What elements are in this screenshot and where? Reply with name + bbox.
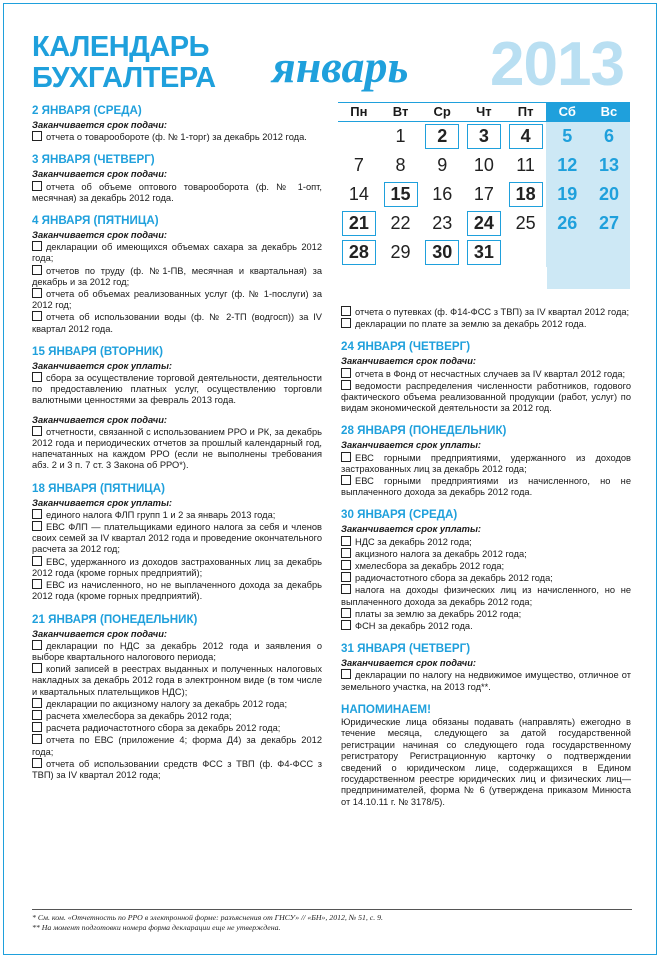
deadline-item <box>341 475 631 498</box>
section-subtitle: Заканчивается срок подачи: <box>32 414 167 425</box>
deadline-item-text: акцизного налога за декабрь 2012 года; <box>355 548 527 559</box>
deadline-section <box>341 508 631 632</box>
calendar-day <box>505 180 547 209</box>
deadline-item <box>341 669 631 692</box>
checkbox-icon[interactable] <box>341 306 351 316</box>
checkbox-icon[interactable] <box>341 572 351 582</box>
calendar-day: 17 <box>473 184 494 204</box>
footnote-2: ** На момент подготовки номера форма декларации еще не утверждена. <box>32 923 281 932</box>
deadline-item-text: отчета об объемах реализованных услуг (ф. № 1-послуги) за 2012 год; <box>32 289 322 311</box>
deadline-item-text: декларации по плате за землю за декабрь 2012 года. <box>355 319 587 330</box>
deadline-item <box>32 640 322 663</box>
section-subtitle: Заканчивается срок подачи: <box>341 356 476 367</box>
deadline-item-text: расчета радиочастотного сбора за декабрь 2012 года; <box>46 723 281 734</box>
deadline-section <box>32 613 322 782</box>
calendar-day: 6 <box>588 122 630 151</box>
month-calendar <box>338 102 630 289</box>
checkbox-icon[interactable] <box>341 536 351 546</box>
deadline-item-text: отчета по ЕВС (приложение 4; форма Д4) за декабрь 2012 года; <box>32 735 322 757</box>
calendar-day: 11 <box>516 155 535 175</box>
section-21-continuation <box>341 306 631 330</box>
weekday-0: Пн <box>350 104 368 119</box>
calendar-day: 19 <box>546 180 588 209</box>
calendar-page <box>3 3 657 955</box>
calendar-day: 25 <box>515 213 536 233</box>
section-date-title: 30 ЯНВАРЯ (СРЕДА) <box>341 508 458 522</box>
footnotes <box>32 909 632 933</box>
calendar-week <box>338 238 630 267</box>
year-label: 2013 <box>490 30 624 99</box>
deadline-section <box>32 214 322 335</box>
section-subtitle: Заканчивается срок уплаты: <box>32 497 172 508</box>
section-date-title: 2 ЯНВАРЯ (СРЕДА) <box>32 104 142 117</box>
deadline-item-text: ЕВС, удержанного из доходов застрахованных лиц за декабрь 2012 года (кроме горных предприятий); <box>32 556 322 578</box>
deadline-item <box>32 288 322 311</box>
deadlines-right-column <box>341 306 631 808</box>
weekday-3: Чт <box>476 104 492 119</box>
checkbox-icon[interactable] <box>32 640 42 650</box>
deadline-item-text: отчетов по труду (ф. №1-ПВ, месячная и квартальная) за декабрь и за 2012 год; <box>32 265 322 287</box>
deadline-item-text: декларации по акцизному налогу за декабрь 2012 года; <box>46 698 288 709</box>
calendar-day: 27 <box>588 209 630 238</box>
checkbox-icon[interactable] <box>32 426 42 436</box>
deadline-section <box>341 642 631 693</box>
title-line-2: БУХГАЛТЕРА <box>32 62 216 94</box>
section-subtitle: Заканчивается срок уплаты: <box>32 360 172 371</box>
deadline-item-text: ЕВС ФЛП — плательщиками единого налога за себя и членов своих семей за IV квартал 2012 года и проведение окончательного расчета за 2012 год; <box>32 522 322 555</box>
reminder-text: Юридические лица обязаны подавать (направлять) ежегодно в течение месяца, следующего за датой государственной регистрации начиная со следующего года государственному регистратору Регистрационную карточку о подтверждении сведений о юридическом лице, содержащихся в Едином государственном реестре юридических лиц и физических лиц—предпринимателей, форма № 6 (утверждена приказом Минюста от 14.10.11 г. № 3178/5). <box>341 716 631 807</box>
calendar-week <box>338 180 630 209</box>
checkbox-icon[interactable] <box>341 548 351 558</box>
deadline-item <box>32 663 322 698</box>
weekday-5: Сб <box>546 103 588 121</box>
checkbox-icon[interactable] <box>32 509 42 519</box>
checkbox-icon[interactable] <box>32 758 42 768</box>
deadline-item-text: декларации об имеющихся объемах сахара за декабрь 2012 года; <box>32 242 322 264</box>
checkbox-icon[interactable] <box>341 380 351 390</box>
deadline-item <box>341 560 631 572</box>
checkbox-icon[interactable] <box>341 669 351 679</box>
page-title <box>32 32 216 94</box>
checkbox-icon[interactable] <box>32 288 42 298</box>
deadline-item <box>32 698 322 710</box>
checkbox-icon[interactable] <box>32 698 42 708</box>
calendar-day: 1 <box>395 126 406 146</box>
deadline-item-text: ЕВС из начисленного, но не выплаченного дохода за декабрь 2012 года (кроме горных предприятий). <box>32 580 322 602</box>
checkbox-icon[interactable] <box>341 368 351 378</box>
deadline-item <box>341 584 631 607</box>
deadline-item <box>32 181 322 204</box>
deadline-item <box>341 608 631 620</box>
deadlines-left-column <box>32 104 322 791</box>
deadline-item-text: ФСН за декабрь 2012 года. <box>355 621 473 632</box>
deadline-item <box>341 548 631 560</box>
title-line-1: КАЛЕНДАРЬ <box>32 31 209 63</box>
checkbox-icon[interactable] <box>32 372 42 382</box>
section-subtitle: Заканчивается срок подачи: <box>32 120 167 130</box>
weekday-6: Вс <box>588 103 630 121</box>
checkbox-icon[interactable] <box>341 560 351 570</box>
deadline-item <box>32 710 322 722</box>
checkbox-icon[interactable] <box>32 579 42 589</box>
weekday-1: Вт <box>392 104 409 119</box>
checkbox-icon[interactable] <box>32 710 42 720</box>
section-date-title: 21 ЯНВАРЯ (ПОНЕДЕЛЬНИК) <box>32 612 198 626</box>
deadline-day-marker: 21 <box>342 211 376 236</box>
deadline-item-text: НДС за декабрь 2012 года; <box>355 536 472 547</box>
calendar-day: 5 <box>546 122 588 151</box>
calendar-day <box>421 238 463 267</box>
weekday-2: Ср <box>433 104 451 119</box>
calendar-day <box>463 122 505 151</box>
checkbox-icon[interactable] <box>32 734 42 744</box>
deadline-item-text: отчета о путевках (ф. Ф14-ФСС з ТВП) за IV квартал 2012 года; <box>355 307 630 317</box>
section-subtitle: Заканчивается срок подачи: <box>32 169 167 180</box>
deadline-section <box>32 104 322 143</box>
deadline-section <box>32 153 322 204</box>
section-date-title: 4 ЯНВАРЯ (ПЯТНИЦА) <box>32 214 159 228</box>
section-subtitle: Заканчивается срок подачи: <box>32 628 167 639</box>
deadline-item-text: декларации по НДС за декабрь 2012 года и заявления о выборе квартального налогового периода; <box>32 640 322 662</box>
reminder-block <box>341 703 631 808</box>
section-subtitle: Заканчивается срок уплаты: <box>341 440 481 451</box>
calendar-day: 13 <box>588 151 630 180</box>
deadline-item <box>32 556 322 579</box>
section-date-title: 15 ЯНВАРЯ (ВТОРНИК) <box>32 344 163 358</box>
deadline-item <box>32 734 322 757</box>
section-date-title: 28 ЯНВАРЯ (ПОНЕДЕЛЬНИК) <box>341 424 507 438</box>
deadline-item <box>32 131 322 143</box>
deadline-item-text: ЕВС горными предприятиями, удержанного из доходов застрахованных лиц за декабрь 2012 года; <box>341 452 631 474</box>
weekday-header <box>338 102 630 122</box>
deadline-day-marker: 30 <box>425 240 459 265</box>
checkbox-icon[interactable] <box>341 318 351 328</box>
calendar-week <box>338 209 630 238</box>
deadline-item <box>32 372 322 407</box>
deadline-item <box>32 265 322 288</box>
calendar-day <box>421 122 463 151</box>
section-date-title: 18 ЯНВАРЯ (ПЯТНИЦА) <box>32 481 166 495</box>
deadline-item <box>341 380 631 415</box>
deadline-item <box>32 758 322 781</box>
calendar-day <box>338 122 380 151</box>
checkbox-icon[interactable] <box>341 475 351 485</box>
deadline-item <box>341 620 631 632</box>
weekday-4: Пт <box>517 104 534 119</box>
deadline-item <box>32 311 322 334</box>
deadline-day-marker: 31 <box>467 240 501 265</box>
calendar-day <box>463 238 505 267</box>
calendar-day: 10 <box>473 155 494 175</box>
calendar-day: 12 <box>546 151 588 180</box>
section-date-title: 3 ЯНВАРЯ (ЧЕТВЕРГ) <box>32 153 155 167</box>
section-date-title: 24 ЯНВАРЯ (ЧЕТВЕРГ) <box>341 340 471 354</box>
deadline-item-text: декларации по налогу на недвижимое имущество, отличное от земельного участка, на 2013 год**. <box>341 670 631 692</box>
deadline-item-text: единого налога ФЛП групп 1 и 2 за январь 2013 года; <box>46 509 276 520</box>
deadline-item-text: радиочастотного сбора за декабрь 2012 года; <box>355 573 553 584</box>
section-subtitle: Заканчивается срок уплаты: <box>341 524 481 535</box>
deadline-item-text: отчета о товарообороте (ф. № 1-торг) за декабрь 2012 года. <box>46 132 307 143</box>
calendar-day <box>338 238 380 267</box>
calendar-day: 14 <box>348 184 369 204</box>
deadline-item <box>341 452 631 475</box>
calendar-day <box>505 238 547 267</box>
calendar-day: 29 <box>390 242 411 262</box>
checkbox-icon[interactable] <box>32 311 42 321</box>
deadline-section <box>341 424 631 498</box>
calendar-day: 8 <box>395 155 406 175</box>
deadline-item-text: отчета об объеме оптового товарооборота (ф. № 1-опт, месячная) за декабрь 2012 года. <box>32 181 322 203</box>
month-label: январь <box>272 41 409 92</box>
checkbox-icon[interactable] <box>32 241 42 251</box>
deadline-section <box>341 340 631 414</box>
checkbox-icon[interactable] <box>32 663 42 673</box>
deadline-item-text: отчета в Фонд от несчастных случаев за IV квартал 2012 года; <box>355 368 626 379</box>
calendar-day: 22 <box>390 213 411 233</box>
section-subtitle: Заканчивается срок подачи: <box>32 230 167 241</box>
deadline-day-marker: 2 <box>425 124 459 149</box>
deadline-day-marker: 28 <box>342 240 376 265</box>
checkbox-icon[interactable] <box>341 620 351 630</box>
section-date-title: 31 ЯНВАРЯ (ЧЕТВЕРГ) <box>341 642 471 656</box>
calendar-day: 23 <box>432 213 453 233</box>
calendar-day <box>380 180 422 209</box>
reminder-title: НАПОМИНАЕМ! <box>341 702 431 716</box>
calendar-day <box>505 122 547 151</box>
deadline-item <box>32 426 322 472</box>
deadline-item-text: ЕВС горными предприятиями из начисленного, но не выплаченного дохода за декабрь 2012 года. <box>341 476 631 498</box>
deadline-day-marker: 4 <box>509 124 543 149</box>
calendar-day: 9 <box>437 155 448 175</box>
calendar-week <box>338 122 630 151</box>
checkbox-icon[interactable] <box>32 521 42 531</box>
deadline-item <box>341 318 631 330</box>
calendar-day: 7 <box>353 155 364 175</box>
deadline-item-text: отчета об использовании воды (ф. № 2-ТП (водгосп)) за IV квартал 2012 года. <box>32 312 322 334</box>
calendar-grid <box>338 122 630 267</box>
deadline-item <box>32 579 322 602</box>
deadline-item <box>341 536 631 548</box>
section-subtitle: Заканчивается срок подачи: <box>341 658 476 669</box>
calendar-day: 26 <box>546 209 588 238</box>
deadline-item-text: платы за землю за декабрь 2012 года; <box>355 608 522 619</box>
checkbox-icon[interactable] <box>32 556 42 566</box>
deadline-item <box>32 509 322 521</box>
calendar-day <box>588 238 630 267</box>
deadline-item-text: сбора за осуществление торговой деятельности, деятельности по предоставлению платных услуг, осуществлению торговли валютными ценностями за февраль 2013 года. <box>32 373 322 406</box>
deadline-item <box>341 306 631 318</box>
deadline-section <box>32 482 322 603</box>
deadline-day-marker: 3 <box>467 124 501 149</box>
deadline-item-text: хмелесбора за декабрь 2012 года; <box>355 561 505 572</box>
deadline-item <box>32 241 322 264</box>
deadline-section <box>32 345 322 472</box>
deadline-item-text: отчетности, связанной с использованием РРО и РК, за декабрь 2012 года и периодических отчетов за прошлый календарный год, напечатанных на каждом РРО (если не выполнены требования абз. 2 и 3 п. 7 ст. 3 Закона об РРО*). <box>32 426 322 471</box>
footnote-1: * См. ком. «Отчетность по РРО в электронной форме: разъяснения от ГНСУ» // «БН», 2012, № 51, с. 9. <box>32 913 383 922</box>
calendar-week <box>338 151 630 180</box>
calendar-day <box>338 209 380 238</box>
deadline-day-marker: 24 <box>467 211 501 236</box>
checkbox-icon[interactable] <box>341 608 351 618</box>
deadline-item <box>32 521 322 556</box>
deadline-day-marker: 15 <box>384 182 418 207</box>
deadline-item-text: копий записей в реестрах выданных и полученных налоговых накладных за декабрь 2012 года в электронном виде (в том числе и квартальных плательщиков НДС); <box>32 664 322 697</box>
calendar-day: 16 <box>432 184 453 204</box>
checkbox-icon[interactable] <box>32 722 42 732</box>
calendar-day: 20 <box>588 180 630 209</box>
deadline-item <box>341 572 631 584</box>
checkbox-icon[interactable] <box>32 131 42 141</box>
checkbox-icon[interactable] <box>341 584 351 594</box>
deadline-item-text: расчета хмелесбора за декабрь 2012 года; <box>46 710 232 721</box>
deadline-item <box>341 368 631 380</box>
deadline-day-marker: 18 <box>509 182 543 207</box>
checkbox-icon[interactable] <box>341 452 351 462</box>
checkbox-icon[interactable] <box>32 181 42 191</box>
deadline-item-text: ведомости распределения численности работников, годового фактического объема реализованной продукции (работ, услуг) по видам экономической деятельности за 2012 год. <box>341 380 631 414</box>
deadline-item-text: налога на доходы физических лиц из начисленного, но не выплаченного дохода за декабрь 2012 года; <box>341 585 631 607</box>
deadline-item-text: отчета об использовании средств ФСС з ТВП (ф. Ф4-ФСС з ТВП) за IV квартал 2012 года; <box>32 758 322 780</box>
deadline-item <box>32 722 322 734</box>
checkbox-icon[interactable] <box>32 265 42 275</box>
calendar-day <box>463 209 505 238</box>
calendar-day <box>546 238 588 267</box>
